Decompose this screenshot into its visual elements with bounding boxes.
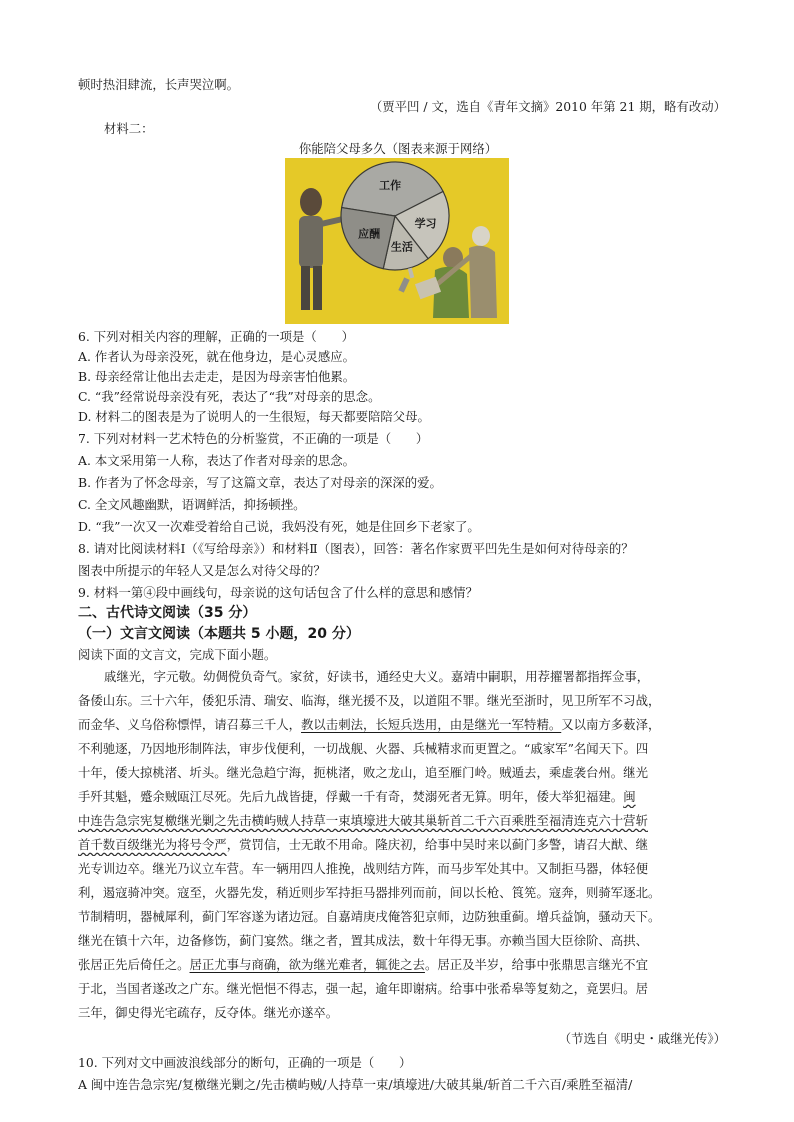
pie-slice-label: 应酬 (358, 227, 381, 241)
passage-text: 手歼其魁，蹙余贼瓯江尽死。先后九战皆捷，俘戴一千有奇，焚溺死者无算。明年，倭大举犯福建。 (78, 789, 624, 804)
question-8-cont: 图表中所提示的年轻人又是怎么对待父母的？ (78, 563, 326, 578)
passage-line: 备倭山东。三十六年，倭犯乐清、瑞安、临海，继光援不及，以道阻不罪。继光至浙时，见卫所军不习战， (78, 693, 661, 708)
passage-text: 张居正先后倚任之。 (78, 957, 190, 972)
question-8: 8. 请对比阅读材料Ⅰ（《写给母亲》）和材料Ⅱ（图表），回答：著名作家贾平凹先生是如何对待母亲的？ (78, 541, 634, 556)
passage-line: 十年，倭大掠桃渚、圻头。继光急趋宁海，扼桃渚，败之龙山，追至雁门岭。贼遁去，乘虚袭台州。继光 (78, 765, 648, 780)
passage-text: 又以南方多薮泽， (561, 717, 661, 732)
passage-line (78, 834, 738, 856)
q7-option-d: D. “我”一次又一次难受着给自己说，我妈没有死，她是住回乡下老家了。 (78, 519, 480, 534)
cartoon-figure (285, 158, 509, 324)
underlined-sentence: 居正尤事与商确，欲为继光难者，辄徙之去 (189, 957, 425, 972)
passage-line: 利，遏寇骑冲突。寇至，火器先发，稍近则步军持拒马器排列而前，间以长枪、筤筅。寇奔，则骑军逐北。 (78, 885, 661, 900)
passage-line (78, 954, 738, 976)
text-line: 顿时热泪肆流，长声哭泣啊。 (78, 77, 240, 92)
passage-line: 三年，御史得光宅疏存，反夺体。继光亦遂卒。 (78, 1005, 339, 1020)
q7-option-c: C. 全文风趣幽默，语调鲜活，抑扬顿挫。 (78, 497, 306, 512)
passage-text: ，赏罚信，士无敢不用命。隆庆初，给事中吴时来以蓟门多警，请召大猷、继 (226, 837, 648, 852)
passage-line: 节制精明，器械犀利，蓟门军容遂为诸边冠。自嘉靖庚戌俺答犯京师，边防独重蓟。增兵益饷，骚动天下。 (78, 909, 661, 924)
passage-line (78, 810, 738, 832)
passage-line: 不利驰逐，乃因地形制阵法，审步伐便利，一切战舰、火器、兵械精求而更置之。“戚家军”名闻天下。四 (78, 741, 649, 756)
q6-option-b: B. 母亲经常让他出去走走，是因为母亲害怕他累。 (78, 369, 356, 384)
passage-line: 于北，当国者遂改之广东。继光悒悒不得志，强一起，逾年即谢病。给事中张希皋等复劾之，竟罢归。居 (78, 981, 648, 996)
question-10: 10. 下列对文中画波浪线部分的断句，正确的一项是（ ） (78, 1055, 412, 1070)
q6-option-d: D. 材料二的图表是为了说明人的一生很短，每天都要陪陪父母。 (78, 409, 430, 424)
q6-option-c: C. “我”经常说母亲没有死，表达了“我”对母亲的思念。 (78, 389, 381, 404)
passage-line: 光专训边卒。继光乃议立车营。车一辆用四人推挽，战则结方阵，而马步军处其中。又制拒马器，体轻便 (78, 861, 648, 876)
wavy-underlined-text: 首千数百级继光为将号令严 (78, 837, 227, 852)
passage-text: 。居正及半岁，给事中张鼎思言继光不宜 (424, 957, 648, 972)
q7-option-a: A. 本文采用第一人称，表达了作者对母亲的思念。 (78, 453, 356, 468)
passage-line: 戚继光，字元敬。幼倜傥负奇气。家贫，好读书，通经史大义。嘉靖中嗣职，用荐擢署都指挥佥事， (104, 669, 650, 684)
q6-option-a: A. 作者认为母亲没死，就在他身边，是心灵感应。 (78, 349, 356, 364)
pie-slice-label: 学习 (414, 216, 437, 230)
passage-line: 继光在镇十六年，边备修饬，蓟门宴然。继之者，置其成法，数十年得无事。亦赖当国大臣徐阶、高拱、 (78, 933, 648, 948)
pie-slice-label: 生活 (390, 240, 413, 254)
q7-option-b: B. 作者为了怀念母亲，写了这篇文章，表达了对母亲的深深的爱。 (78, 475, 442, 490)
section-title: 二、古代诗文阅读（35 分） (78, 605, 257, 621)
question-7: 7. 下列对材料一艺术特色的分析鉴赏，不正确的一项是（ ） (78, 431, 429, 446)
pie-chart (285, 158, 509, 324)
passage-text: 而金华、义乌俗称慓悍，请召募三千人， (78, 717, 302, 732)
question-9: 9. 材料一第④段中画线句，母亲说的这句话包含了什么样的意思和感情？ (78, 585, 478, 600)
passage-source: （节选自《明史・戚继光传》） (558, 1031, 726, 1046)
figure-caption: 你能陪父母多久（图表来源于网络） (298, 141, 498, 156)
q10-option-a: A 闽中连告急宗宪/复檄继光剿之/先击横屿贼/人持草一束/填壕进/大破其巢/斩首二千六百/乘胜至福清/ (78, 1077, 633, 1092)
question-6: 6. 下列对相关内容的理解，正确的一项是（ ） (78, 329, 354, 344)
underlined-sentence: 教以击刺法，长短兵迭用，由是继光一军特精。 (301, 717, 562, 732)
source-citation: （贾平凹 / 文，选自《青年文摘》2010 年第 21 期，略有改动） (369, 99, 726, 114)
subsection-title: （一）文言文阅读（本题共 5 小题，20 分） (78, 626, 360, 642)
passage-line (78, 786, 738, 808)
pie-slice-label: 工作 (379, 179, 402, 193)
wavy-underlined-text: 闽 (623, 789, 636, 804)
material-two-label: 材料二： (104, 121, 154, 136)
passage-line (78, 714, 738, 736)
wavy-underlined-text: 中连告急宗宪复檄继光剿之先击横屿贼人持草一束填壕进大破其巢斩首二千六百乘胜至福清连克六十营斩 (78, 813, 648, 828)
reading-intro: 阅读下面的文言文，完成下面小题。 (78, 647, 277, 662)
